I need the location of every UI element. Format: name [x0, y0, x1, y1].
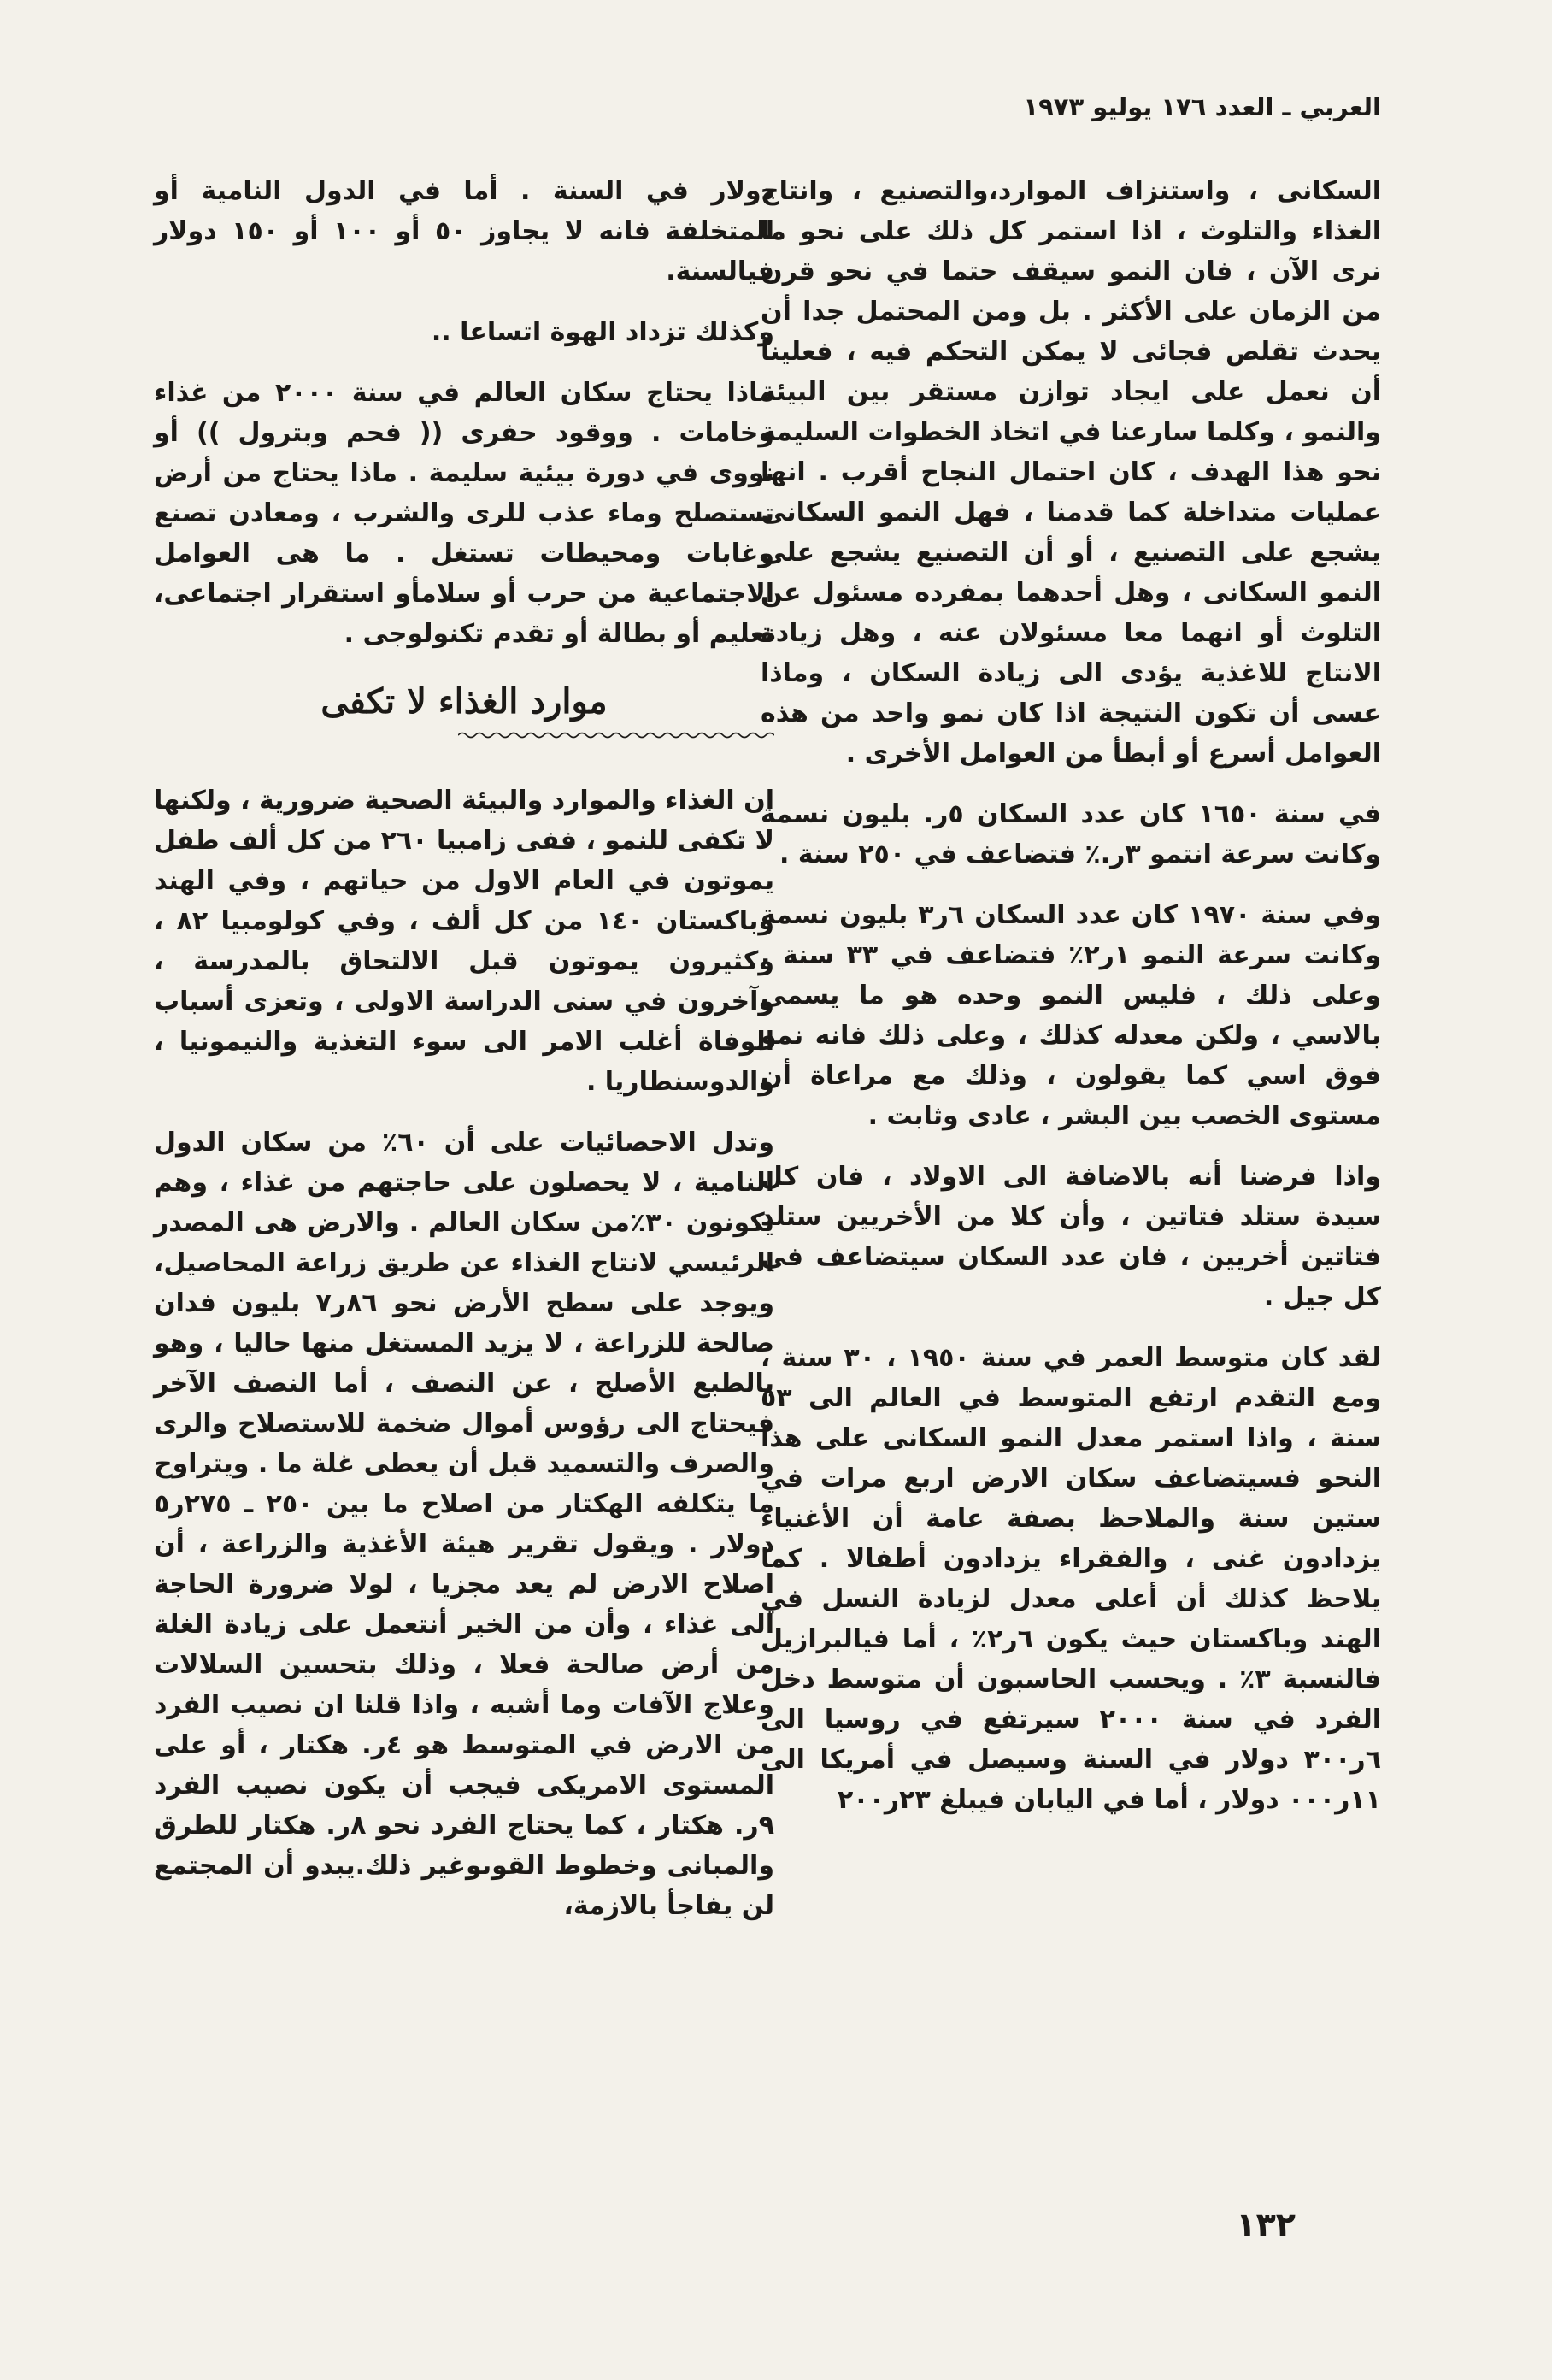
section-heading: موارد الغذاء لا تكفى	[320, 681, 608, 722]
left-column	[154, 171, 774, 1947]
paragraph: وتدل الاحصائيات على أن ٦٠٪ من سكان الدول النامية ، لا يحصلون على حاجتهم من غذاء ، وهم يكونون ٣٠٪من سكان العالم . والارض هى المصدر الرئيسي لانتاج الغذاء عن طريق زراعة المحاصيل، ويوجد على سطح الأرض نحو ٨٦ر٧ بليون فدان صالحة للزراعة ، لا يزيد المستغل منها حاليا ، وهو بالطبع الأصلح ، عن النصف ، أما النصف الآخر فيحتاج الى رؤوس أموال ضخمة للاستصلاح والرى والصرف والتسميد قبل أن يعطى غلة ما . ويتراوح ما يتكلفه الهكتار من اصلاح ما بين ٢٥٠ ـ ٢٧٥ر٥ دولار . ويقول تقرير هيئة الأغذية والزراعة ، أن اصلاح الارض لم يعد مجزيا ، لولا ضرورة الحاجة الى غذاء ، وأن من الخير أنتعمل على زيادة الغلة من أرض صالحة فعلا ، وذلك بتحسين السلالات وعلاج الآفات وما أشبه ، واذا قلنا ان نصيب الفرد من الارض في المتوسط هو ٤ر. هكتار ، أو على المستوى الامريكى فيجب أن يكون نصيب الفرد ٩ر. هكتار ، كما يحتاج الفرد نحو ٨ر. هكتار للطرق والمبانى وخطوط القوىوغير ذلك.يبدو أن المجتمع لن يفاجأ بالازمة،	[154, 1128, 774, 1921]
paragraph: ان الغذاء والموارد والبيئة الصحية ضرورية ، ولكنها لا تكفى للنمو ، ففى زامبيا ٢٦٠ من كل ألف طفل يموتون في العام الاول من حياتهم ، وفي الهند وباكستان ١٤٠ من كل ألف ، وفي كولومبيا ٨٢ ، وكثيرون يموتون قبل الالتحاق بالمدرسة ، وآخرون في سنى الدراسة الاولى ، وتعزى أسباب الوفاة أغلب الامر الى سوء التغذية والنيمونيا ، والدوسنطاريا .	[154, 786, 774, 1097]
paragraph: وفي سنة ١٩٧٠ كان عدد السكان ٦ر٣ بليون نسمة وكانت سرعة النمو ١ر٢٪ فتضاعف في ٣٣ سنة . وعلى ذلك ، فليس النمو وحده هو ما يسمى بالاسي ، ولكن معدله كذلك ، وعلى ذلك فانه نمو فوق اسي كما يقولون ، وذلك مع مراعاة أن مستوى الخصب بين البشر ، عادى وثابت .	[761, 900, 1381, 1131]
paragraph: السكانى ، واستنزاف الموارد،والتصنيع ، وانتاج الغذاء والتلوث ، اذا استمر كل ذلك على نحو ما نرى الآن ، فان النمو سيقف حتما في نحو قرن من الزمان على الأكثر . بل ومن المحتمل جدا أن يحدث تقلص فجائى لا يمكن التحكم فيه ، فعلينا أن نعمل على ايجاد توازن مستقر بين البيئة والنمو ، وكلما سارعنا في اتخاذ الخطوات السليمة نحو هذا الهدف ، كان احتمال النجاح أقرب . انها عمليات متداخلة كما قدمنا ، فهل النمو السكانى يشجع على التصنيع ، أو أن التصنيع يشجع على النمو السكانى ، وهل أحدهما بمفرده مسئول عن التلوث أو انهما معا مسئولان عنه ، وهل زيادة الانتاج للاغذية يؤدى الى زيادة السكان ، وماذا عسى أن تكون النتيجة اذا كان نمو واحد من هذه العوامل أسرع أو أبطأ من العوامل الأخرى .	[761, 176, 1381, 769]
paragraph: لقد كان متوسط العمر في سنة ١٩٥٠ ، ٣٠ سنة ، ومع التقدم ارتفع المتوسط في العالم الى ٥٣ سنة ، واذا استمر معدل النمو السكانى على هذا النحو فسيتضاعف سكان الارض اربع مرات في ستين سنة والملاحظ بصفة عامة أن الأغنياء يزدادون غنى ، والفقراء يزدادون أطفالا . كما يلاحظ كذلك أن أعلى معدل لزيادة النسل في الهند وباكستان حيث يكون ٦ر٢٪ ، أما فيالبرازيل فالنسبة ٣٪ . ويحسب الحاسبون أن متوسط دخل الفرد في سنة ٢٠٠٠ سيرتفع في روسيا الى ٦ر٣٠٠ دولار في السنة وسيصل في أمريكا الى ١١ر٠٠٠ دولار ، أما في اليابان فيبلغ ٢٣ر٢٠٠	[761, 1343, 1382, 1815]
paragraph: دولار في السنة . أما في الدول النامية أو المتخلفة فانه لا يجاوز ٥٠ أو ١٠٠ أو ١٥٠ دولار فيالسنة.	[154, 176, 774, 286]
paragraph: واذا فرضنا أنه بالاضافة الى الاولاد ، فان كل سيدة ستلد فتاتين ، وأن كلا من الأخريين ستلد فتاتين أخريين ، فان عدد السكان سيتضاعف في كل جيل .	[761, 1162, 1381, 1312]
page-number: ١٣٢	[1236, 2206, 1296, 2243]
right-column	[761, 171, 1381, 1841]
running-head: العربي ـ العدد ١٧٦ يوليو ١٩٧٣	[1023, 92, 1381, 121]
paragraph: ماذا يحتاج سكان العالم في سنة ٢٠٠٠ من غذاء وخامات . ووقود حفرى (( فحم وبترول )) أو نووى في دورة بيئية سليمة . ماذا يحتاج من أرض تستصلح وماء عذب للرى والشرب ، ومعادن تصنع وغابات ومحيطات تستغل . ما هى العوامل الاجتماعية من حرب أو سلامأو استقرار اجتماعى، تعليم أو بطالة أو تقدم تكنولوجى .	[154, 378, 774, 649]
heading-wavy-rule	[458, 731, 774, 739]
paragraph: في سنة ١٦٥٠ كان عدد السكان ٥ر. بليون نسمة وكانت سرعة انتمو ٣ر.٪ فتضاعف في ٢٥٠ سنة .	[761, 799, 1382, 869]
paragraph: وكذلك تزداد الهوة اتساعا ..	[431, 317, 774, 347]
